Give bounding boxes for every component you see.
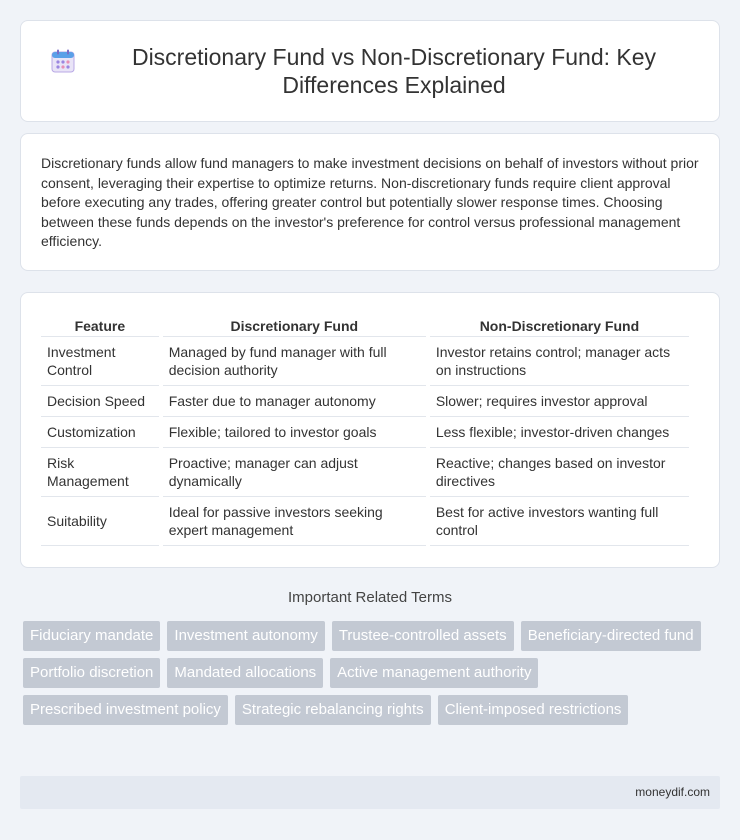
title-wrap bbox=[50, 43, 690, 99]
footer bbox=[20, 776, 720, 809]
table-row bbox=[41, 417, 689, 448]
related-terms-title: Important Related Terms bbox=[288, 589, 452, 606]
related-term-tag[interactable]: Mandated allocations bbox=[167, 658, 323, 688]
header-non-discretionary: Non-Discretionary Fund bbox=[430, 315, 689, 337]
table-row bbox=[41, 448, 689, 497]
related-term-tag[interactable]: Beneficiary-directed fund bbox=[521, 621, 701, 651]
related-term-tag[interactable]: Investment autonomy bbox=[167, 621, 324, 651]
related-term-tag[interactable]: Strategic rebalancing rights bbox=[235, 695, 431, 725]
header-discretionary: Discretionary Fund bbox=[163, 315, 426, 337]
title-card bbox=[20, 20, 720, 122]
table-row bbox=[41, 497, 689, 546]
row-discretionary: Managed by fund manager with full decision authority bbox=[163, 337, 426, 386]
calendar-icon bbox=[50, 48, 76, 74]
header-feature: Feature bbox=[41, 315, 159, 337]
page-title: Discretionary Fund vs Non-Discretionary Fund: Key Differences Explained bbox=[131, 44, 657, 98]
related-term-tag[interactable]: Trustee-controlled assets bbox=[332, 621, 514, 651]
table-row bbox=[41, 337, 689, 386]
table-row bbox=[41, 386, 689, 417]
row-discretionary: Faster due to manager autonomy bbox=[163, 386, 426, 417]
row-non-discretionary: Less flexible; investor-driven changes bbox=[430, 417, 689, 448]
intro-paragraph: Discretionary funds allow fund managers to make investment decisions on behalf of investors without prior consent, leveraging their expertise to optimize returns. Non-discretionary funds require client approval before executing any trades, offering greater control but potentially slower response times. Choosing between these funds depends on the investor's preference for control versus professional management efficiency. bbox=[41, 155, 699, 250]
related-term-tag[interactable]: Portfolio discretion bbox=[23, 658, 160, 688]
row-non-discretionary: Slower; requires investor approval bbox=[430, 386, 689, 417]
row-non-discretionary: Reactive; changes based on investor directives bbox=[430, 448, 689, 497]
comparison-card bbox=[20, 292, 720, 568]
row-feature: Investment Control bbox=[41, 337, 159, 386]
row-feature: Suitability bbox=[41, 497, 159, 546]
row-feature: Risk Management bbox=[41, 448, 159, 497]
row-discretionary: Proactive; manager can adjust dynamically bbox=[163, 448, 426, 497]
row-feature: Customization bbox=[41, 417, 159, 448]
intro-card bbox=[20, 133, 720, 271]
related-term-tag[interactable]: Fiduciary mandate bbox=[23, 621, 160, 651]
related-term-tag[interactable]: Client-imposed restrictions bbox=[438, 695, 629, 725]
footer-site-link[interactable]: moneydif.com bbox=[635, 785, 710, 799]
related-term-tag[interactable]: Prescribed investment policy bbox=[23, 695, 228, 725]
related-term-tag[interactable]: Active management authority bbox=[330, 658, 538, 688]
table-header-row bbox=[41, 315, 689, 337]
comparison-table bbox=[37, 315, 693, 546]
row-discretionary: Ideal for passive investors seeking expert management bbox=[163, 497, 426, 546]
row-non-discretionary: Investor retains control; manager acts on instructions bbox=[430, 337, 689, 386]
row-feature: Decision Speed bbox=[41, 386, 159, 417]
row-discretionary: Flexible; tailored to investor goals bbox=[163, 417, 426, 448]
row-non-discretionary: Best for active investors wanting full control bbox=[430, 497, 689, 546]
related-terms-list bbox=[23, 621, 723, 732]
